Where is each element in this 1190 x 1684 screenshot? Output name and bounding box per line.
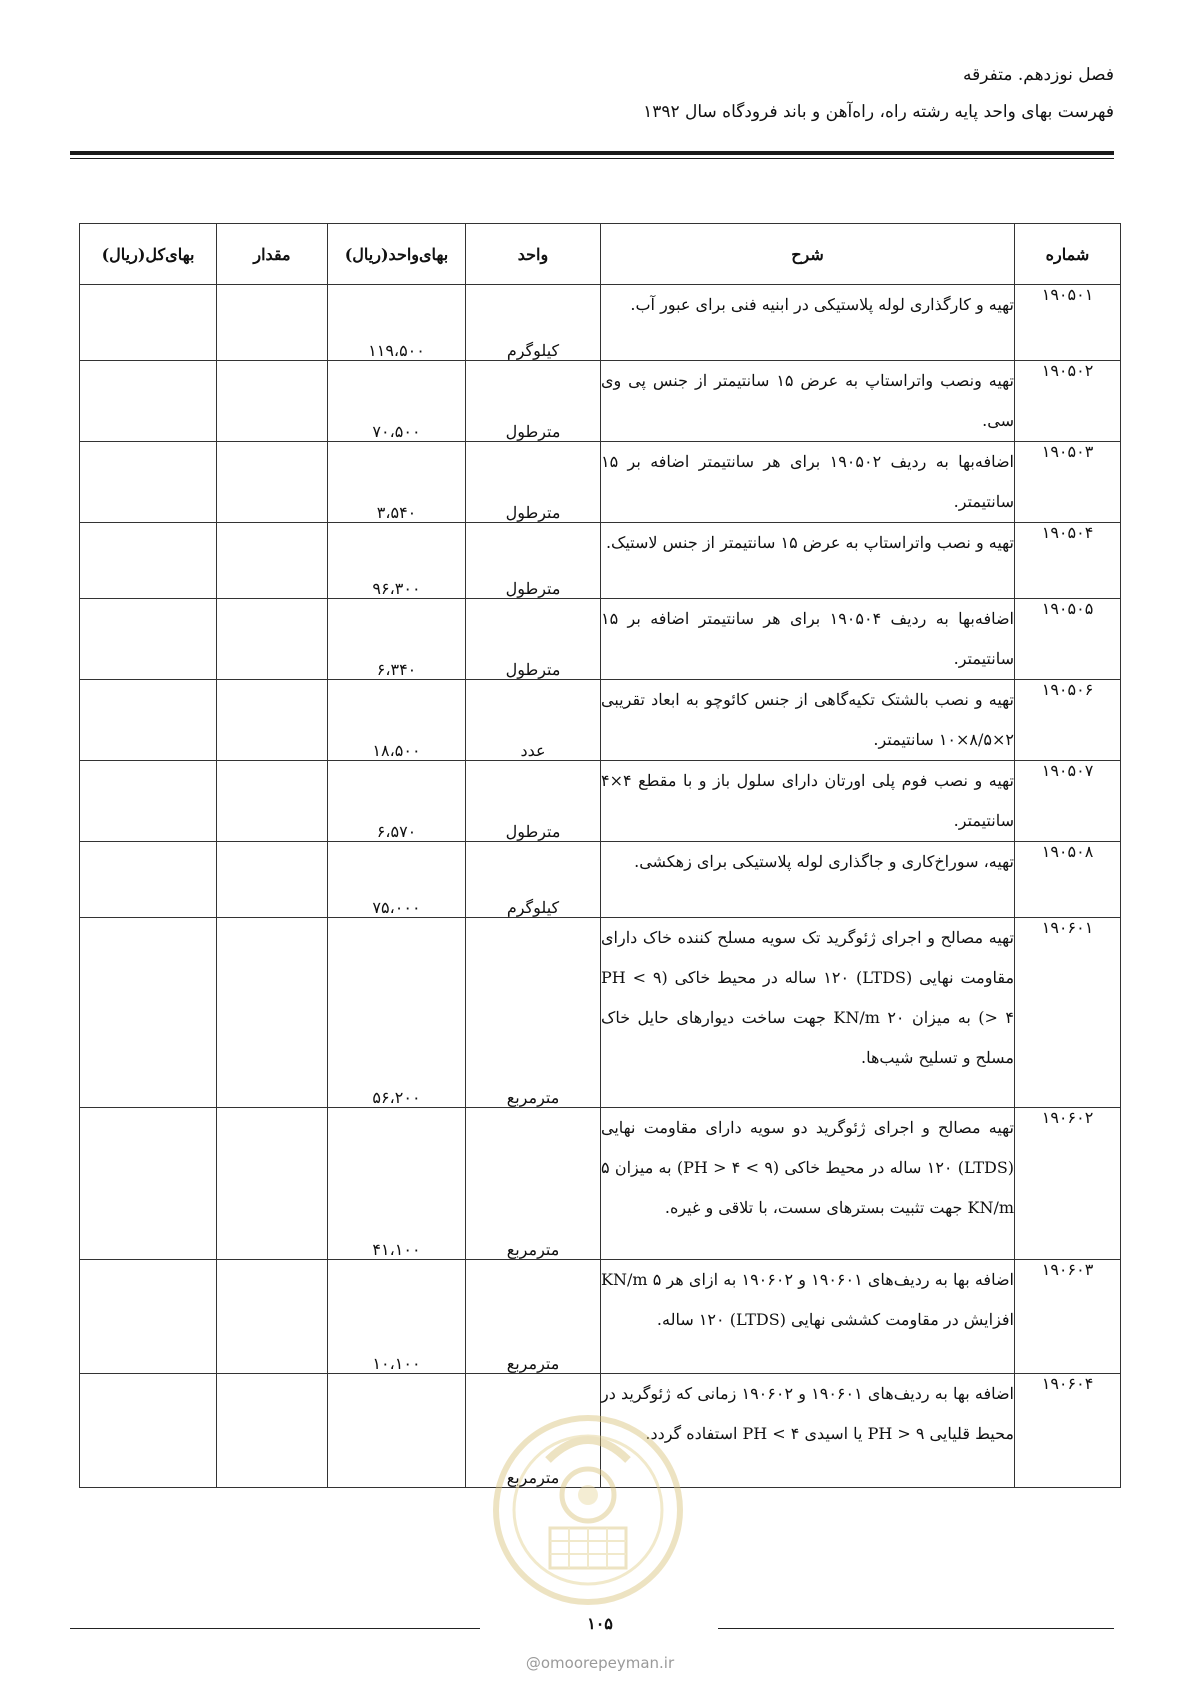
row-quantity [217, 680, 328, 761]
row-quantity [217, 1374, 328, 1488]
row-total-price [80, 1108, 217, 1260]
row-description: اضافه بها به ردیف‌های ۱۹۰۶۰۱ و ۱۹۰۶۰۲ به ازای هر KN/m ۵ افزایش در مقاومت کششی نهایی (LTDS) ۱۲۰ ساله. [601, 1260, 1015, 1374]
row-number: ۱۹۰۵۰۶ [1015, 680, 1121, 761]
header-rule-thin [70, 158, 1114, 159]
footer-rule-left [70, 1628, 480, 1629]
column-header-description: شرح [601, 224, 1015, 285]
row-unit: مترطول [466, 523, 601, 599]
row-total-price [80, 442, 217, 523]
table-row [80, 285, 1121, 361]
row-description: تهیه و نصب فوم پلی اورتان دارای سلول باز و با مقطع ۴×۴ سانتیمتر. [601, 761, 1015, 842]
price-table [79, 223, 1121, 1488]
row-number: ۱۹۰۵۰۲ [1015, 361, 1121, 442]
row-total-price [80, 842, 217, 918]
row-number: ۱۹۰۵۰۷ [1015, 761, 1121, 842]
table-row [80, 1108, 1121, 1260]
row-quantity [217, 918, 328, 1108]
column-header-quantity: مقدار [217, 224, 328, 285]
column-header-unit-price: بهای‌واحد(ریال) [328, 224, 466, 285]
row-total-price [80, 1260, 217, 1374]
row-quantity [217, 761, 328, 842]
row-unit: مترطول [466, 442, 601, 523]
row-number: ۱۹۰۵۰۵ [1015, 599, 1121, 680]
row-number: ۱۹۰۶۰۳ [1015, 1260, 1121, 1374]
row-description: تهیه و نصب بالشتک تکیه‌گاهی از جنس کائوچو به ابعاد تقریبی ۲×۸/۵×۱۰ سانتیمتر. [601, 680, 1015, 761]
row-description: اضافه بها به ردیف‌های ۱۹۰۶۰۱ و ۱۹۰۶۰۲ زمانی که ژئوگرید در محیط قلیایی PH > ۹ یا اسیدی PH < ۴ استفاده گردد. [601, 1374, 1015, 1488]
row-total-price [80, 599, 217, 680]
table-row [80, 361, 1121, 442]
row-quantity [217, 285, 328, 361]
row-unit-price: ۱۸،۵۰۰ [328, 680, 466, 761]
row-unit-price: ۹۶،۳۰۰ [328, 523, 466, 599]
row-description: تهیه و نصب واتراستاپ به عرض ۱۵ سانتیمتر از جنس لاستیک. [601, 523, 1015, 599]
table-row [80, 918, 1121, 1108]
row-unit: کیلوگرم [466, 285, 601, 361]
row-quantity [217, 599, 328, 680]
row-quantity [217, 842, 328, 918]
row-unit-price: ۳،۵۴۰ [328, 442, 466, 523]
row-quantity [217, 442, 328, 523]
document-subtitle: فهرست بهای واحد پایه رشته راه، راه‌آهن و باند فرودگاه سال ۱۳۹۲ [643, 102, 1114, 122]
row-total-price [80, 285, 217, 361]
row-unit-price [328, 1374, 466, 1488]
row-total-price [80, 523, 217, 599]
table-row [80, 842, 1121, 918]
row-unit-price: ۷۵،۰۰۰ [328, 842, 466, 918]
row-number: ۱۹۰۶۰۴ [1015, 1374, 1121, 1488]
row-unit: مترمربع [466, 1374, 601, 1488]
table-row [80, 680, 1121, 761]
row-unit: عدد [466, 680, 601, 761]
row-number: ۱۹۰۵۰۸ [1015, 842, 1121, 918]
row-unit-price: ۶،۳۴۰ [328, 599, 466, 680]
row-unit: مترمربع [466, 1108, 601, 1260]
row-unit: مترطول [466, 599, 601, 680]
table-row [80, 599, 1121, 680]
row-description: تهیه، سوراخ‌کاری و جاگذاری لوله پلاستیکی برای زهکشی. [601, 842, 1015, 918]
page-number: ۱۰۵ [587, 1614, 613, 1633]
row-unit-price: ۴۱،۱۰۰ [328, 1108, 466, 1260]
table-row [80, 1260, 1121, 1374]
table-row [80, 523, 1121, 599]
row-unit: مترمربع [466, 1260, 601, 1374]
footer-rule-right [718, 1628, 1114, 1629]
row-description: تهیه مصالح و اجرای ژئوگرید دو سویه دارای مقاومت نهایی (LTDS) ۱۲۰ ساله در محیط خاکی (۹ > PH > ۴) به میزان ۵ KN/m جهت تثبیت بسترهای سست، با تلاقی و غیره. [601, 1108, 1015, 1260]
row-description: اضافه‌بها به ردیف ۱۹۰۵۰۴ برای هر سانتیمتر اضافه بر ۱۵ سانتیمتر. [601, 599, 1015, 680]
header-rule-thick [70, 151, 1114, 155]
row-unit-price: ۱۱۹،۵۰۰ [328, 285, 466, 361]
row-total-price [80, 680, 217, 761]
row-total-price [80, 361, 217, 442]
table-row [80, 1374, 1121, 1488]
row-number: ۱۹۰۶۰۲ [1015, 1108, 1121, 1260]
row-unit: کیلوگرم [466, 842, 601, 918]
row-number: ۱۹۰۶۰۱ [1015, 918, 1121, 1108]
row-description: اضافه‌بها به ردیف ۱۹۰۵۰۲ برای هر سانتیمتر اضافه بر ۱۵ سانتیمتر. [601, 442, 1015, 523]
row-number: ۱۹۰۵۰۱ [1015, 285, 1121, 361]
row-unit: مترطول [466, 361, 601, 442]
row-unit-price: ۱۰،۱۰۰ [328, 1260, 466, 1374]
row-quantity [217, 523, 328, 599]
row-number: ۱۹۰۵۰۴ [1015, 523, 1121, 599]
row-total-price [80, 1374, 217, 1488]
column-header-total-price: بهای‌کل(ریال) [80, 224, 217, 285]
row-description: تهیه و کارگذاری لوله پلاستیکی در ابنیه فنی برای عبور آب. [601, 285, 1015, 361]
row-quantity [217, 1108, 328, 1260]
row-unit-price: ۷۰،۵۰۰ [328, 361, 466, 442]
row-unit-price: ۶،۵۷۰ [328, 761, 466, 842]
column-header-number: شماره [1015, 224, 1121, 285]
row-description: تهیه ونصب واتراستاپ به عرض ۱۵ سانتیمتر از جنس پی وی سی. [601, 361, 1015, 442]
page-header [70, 58, 1114, 132]
row-unit-price: ۵۶،۲۰۰ [328, 918, 466, 1108]
row-quantity [217, 1260, 328, 1374]
row-description: تهیه مصالح و اجرای ژئوگرید تک سویه مسلح کننده خاک دارای مقاومت نهایی (LTDS) ۱۲۰ ساله در محیط خاکی (۹ > PH > ۴) به میزان ۲۰ KN/m جهت ساخت دیوارهای حایل خاک مسلح و تسلیح شیب‌ها. [601, 918, 1015, 1108]
row-unit: مترمربع [466, 918, 601, 1108]
website-watermark: @omoorepeyman.ir [525, 1654, 675, 1672]
table-header-row [80, 224, 1121, 285]
table-row [80, 761, 1121, 842]
row-number: ۱۹۰۵۰۳ [1015, 442, 1121, 523]
row-unit: مترطول [466, 761, 601, 842]
row-total-price [80, 918, 217, 1108]
row-quantity [217, 361, 328, 442]
table-row [80, 442, 1121, 523]
row-total-price [80, 761, 217, 842]
chapter-title: فصل نوزدهم. متفرقه [963, 65, 1114, 85]
column-header-unit: واحد [466, 224, 601, 285]
